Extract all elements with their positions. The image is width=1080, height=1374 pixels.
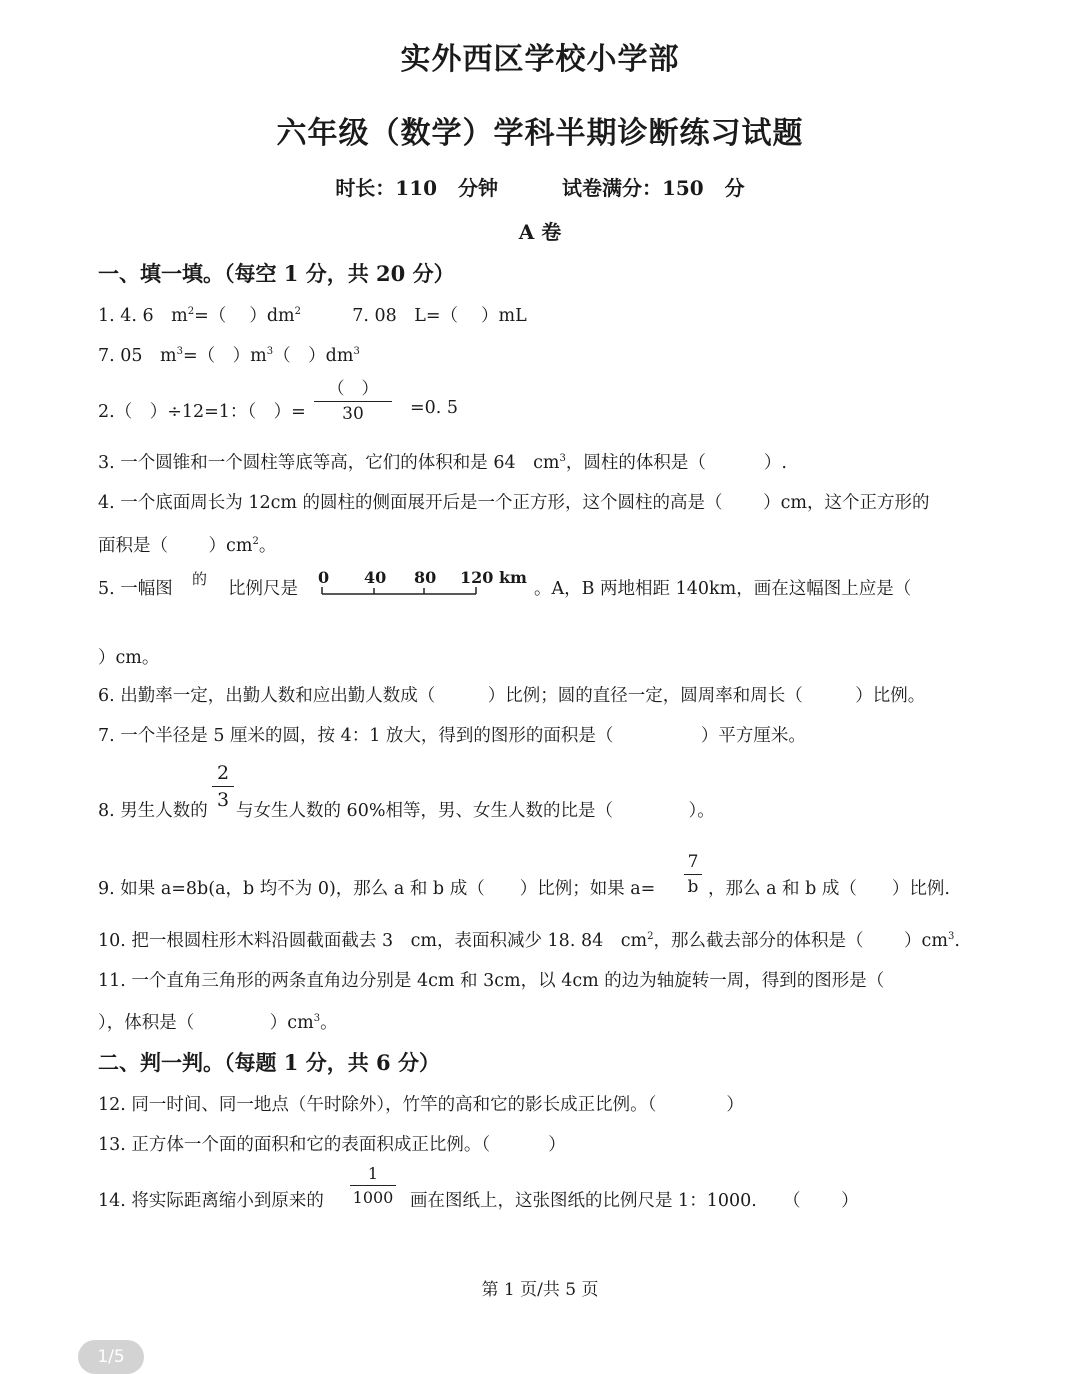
q2-fraction xyxy=(314,374,392,424)
q3-sup: 3 xyxy=(559,453,566,464)
q3-post: ，圆柱的体积是（ ）. xyxy=(565,453,787,473)
q1c-sup2: 3 xyxy=(266,346,274,357)
q11b-text: ），体积是（ ）cm xyxy=(98,1013,314,1033)
paper-label: A 卷 xyxy=(518,220,562,244)
q5-pre: 5. 一幅图 xyxy=(98,579,173,599)
page-footer: 第 1 页/共 5 页 xyxy=(481,1280,599,1300)
q10-sup2: 3 xyxy=(947,931,955,942)
q8-fraction xyxy=(212,762,234,811)
question-1a xyxy=(98,302,527,327)
question-6: 6. 出勤率一定，出勤人数和应出勤人数成（ ）比例；圆的直径一定，圆周率和周长（ ）比例。 xyxy=(98,686,926,706)
q1c-sup: 3 xyxy=(176,346,183,357)
question-4b xyxy=(98,532,276,557)
question-10 xyxy=(98,927,960,952)
q1a-text: 1. 4. 6 m xyxy=(98,306,188,326)
q9-frac-num: 7 xyxy=(687,852,699,872)
q10-sup: 2 xyxy=(647,931,654,942)
q5-post: 。A，B 两地相距 140km，画在这幅图上应是（ xyxy=(534,579,912,599)
q1c-text: 7. 05 m xyxy=(98,346,177,366)
q2-frac-den: 30 xyxy=(342,404,364,424)
q1c-mid: =（ ）m xyxy=(183,346,267,366)
scale-ruler xyxy=(316,584,486,596)
q11b-post: 。 xyxy=(320,1013,338,1033)
q14-fraction xyxy=(350,1164,396,1207)
q2-post: =0. 5 xyxy=(410,398,459,418)
q1c-sup3: 3 xyxy=(353,346,360,357)
page-indicator[interactable]: 1/5 xyxy=(78,1340,144,1374)
question-7: 7. 一个半径是 5 厘米的圆，按 4：1 放大，得到的图形的面积是（ ）平方厘米。 xyxy=(98,726,806,746)
scale-label-120: 120 km xyxy=(460,568,527,587)
q14-post: 画在图纸上，这张图纸的比例尺是 1：1000. （ ） xyxy=(410,1191,859,1211)
q14-frac-den: 1000 xyxy=(352,1188,394,1207)
q5-cont: ）cm。 xyxy=(98,648,160,668)
q3-text: 3. 一个圆锥和一个圆柱等底等高，它们的体积和是 64 cm xyxy=(98,453,560,473)
scale-label-40: 40 xyxy=(364,568,387,587)
exam-meta xyxy=(0,172,1080,201)
q2-text: 2.（ ）÷12=1：（ ）= xyxy=(98,402,306,422)
q4b-sup: 2 xyxy=(252,536,259,547)
exam-title: 六年级（数学）学科半期诊断练习试题 xyxy=(276,116,804,151)
question-3 xyxy=(98,449,787,474)
q10-text: 10. 把一根圆柱形木料沿圆截面截去 3 cm，表面积减少 18. 84 cm xyxy=(98,931,648,951)
full-score: 试卷满分：150 分 xyxy=(561,176,745,200)
scale-label-80: 80 xyxy=(414,568,437,587)
q1a-post: =（ ）dm xyxy=(194,306,295,326)
question-1c xyxy=(98,342,360,367)
section1-heading: 一、填一填。（每空 1 分，共 20 分） xyxy=(98,261,455,286)
scale-label-0: 0 xyxy=(318,568,330,587)
q14-frac-num: 1 xyxy=(367,1164,379,1183)
school-name: 实外西区学校小学部 xyxy=(400,42,680,77)
q10-post: ，那么截去部分的体积是（ ）cm xyxy=(653,931,948,951)
duration: 时长：110 分钟 xyxy=(335,176,499,200)
q11b-sup: 3 xyxy=(313,1013,321,1024)
question-4a: 4. 一个底面周长为 12cm 的圆柱的侧面展开后是一个正方形，这个圆柱的高是（ ）cm，这个正方形的 xyxy=(98,493,930,513)
q1a-sup: 2 xyxy=(187,306,195,317)
question-2 xyxy=(98,398,306,423)
question-12: 12. 同一时间、同一地点（午时除外），竹竿的高和它的影长成正比例。（ ） xyxy=(98,1095,744,1115)
q10-end: . xyxy=(954,931,960,951)
question-11b xyxy=(98,1009,338,1034)
question-13: 13. 正方体一个面的面积和它的表面积成正比例。（ ） xyxy=(98,1135,566,1155)
scale-bar xyxy=(316,568,526,598)
q4b-post: 。 xyxy=(258,536,277,556)
q5-de: 的 xyxy=(192,570,208,588)
q14-pre: 14. 将实际距离缩小到原来的 xyxy=(98,1191,324,1211)
q9-frac-den: b xyxy=(687,877,699,897)
q1b-text: 7. 08 L=（ ）mL xyxy=(352,306,527,326)
q8-frac-num: 2 xyxy=(216,762,230,784)
question-11a: 11. 一个直角三角形的两条直角边分别是 4cm 和 3cm，以 4cm 的边为轴旋转一周，得到的图形是（ xyxy=(98,971,885,991)
q9-fraction xyxy=(684,852,702,897)
q9-pre: 9. 如果 a=8b(a，b 均不为 0)，那么 a 和 b 成（ ）比例；如果 a= xyxy=(98,879,656,899)
q1c-mid2: （ ）dm xyxy=(273,346,354,366)
q5-mid: 比例尺是 xyxy=(228,579,298,599)
q8-pre: 8. 男生人数的 xyxy=(98,801,208,821)
q2-frac-num: （ ） xyxy=(327,379,379,399)
q8-frac-den: 3 xyxy=(216,789,230,811)
q8-post: 与女生人数的 60%相等，男、女生人数的比是（ ）。 xyxy=(236,801,715,821)
q9-post: ，那么 a 和 b 成（ ）比例. xyxy=(708,879,950,899)
q4b-text: 面积是（ ）cm xyxy=(98,536,253,556)
q1a-sup2: 2 xyxy=(294,306,302,317)
section2-heading: 二、判一判。（每题 1 分，共 6 分） xyxy=(98,1050,440,1075)
